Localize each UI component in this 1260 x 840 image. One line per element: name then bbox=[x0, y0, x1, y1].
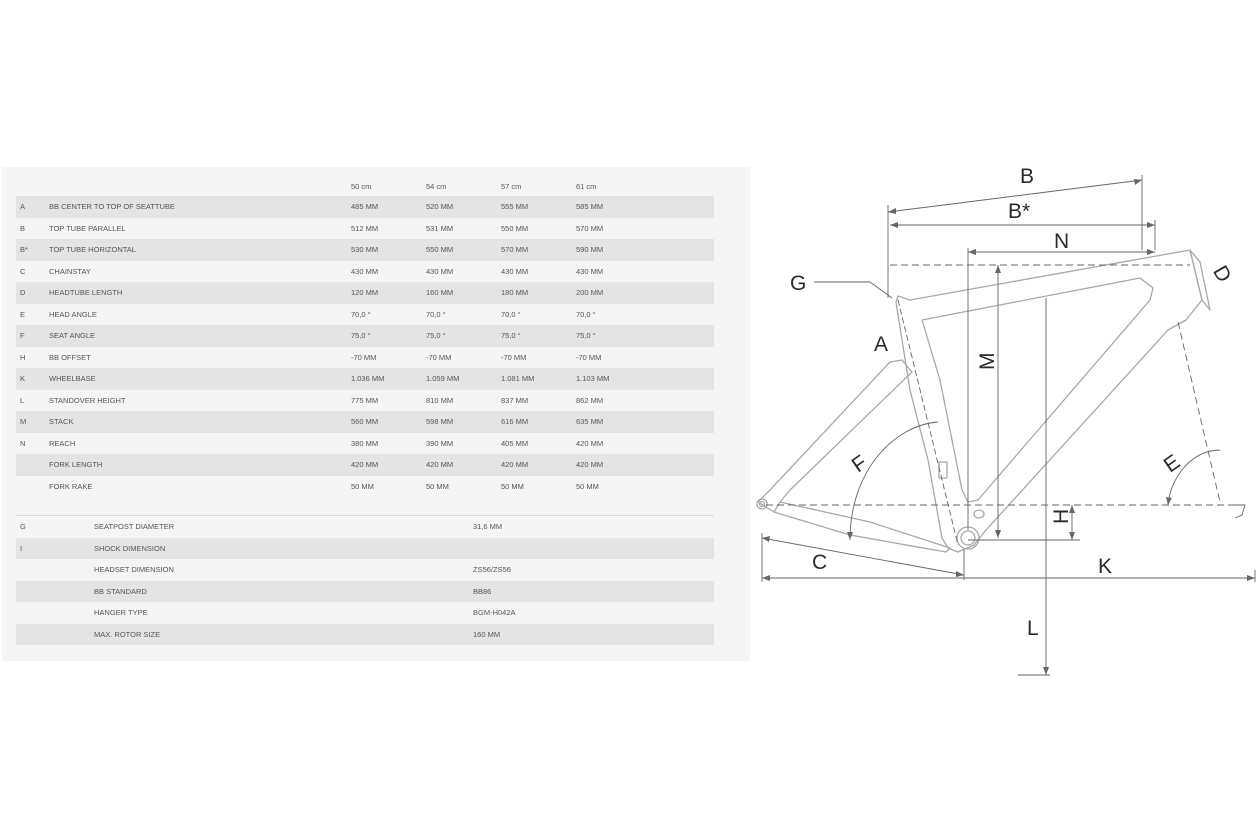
table-row bbox=[16, 196, 714, 218]
row-value: 590 MM bbox=[576, 245, 604, 254]
spec-code: G bbox=[20, 522, 26, 531]
table-row bbox=[16, 368, 714, 390]
label-g: G bbox=[790, 272, 807, 295]
row-name: STANDOVER HEIGHT bbox=[49, 395, 126, 405]
spec-value: 31,6 MM bbox=[473, 522, 503, 531]
row-code: D bbox=[20, 288, 26, 297]
table-row bbox=[16, 304, 714, 326]
row-value: 430 MM bbox=[426, 266, 454, 276]
spec-name: SHOCK DIMENSION bbox=[94, 543, 166, 553]
table-row bbox=[16, 239, 714, 261]
spec-name: BB STANDARD bbox=[94, 586, 147, 596]
spec-name: SEATPOST DIAMETER bbox=[94, 522, 175, 531]
table-header-row bbox=[16, 177, 714, 196]
row-name: REACH bbox=[49, 438, 76, 448]
row-value: 75,0 ° bbox=[426, 331, 446, 340]
row-code: K bbox=[20, 374, 26, 383]
label-l: L bbox=[1027, 617, 1039, 640]
row-value: 200 MM bbox=[576, 288, 604, 297]
row-code: C bbox=[20, 266, 26, 276]
row-value: 530 MM bbox=[351, 245, 379, 254]
row-name: TOP TUBE PARALLEL bbox=[49, 223, 126, 233]
row-value: 160 MM bbox=[426, 288, 454, 297]
row-name: CHAINSTAY bbox=[49, 266, 91, 276]
row-value: 550 MM bbox=[426, 245, 454, 254]
row-value: 775 MM bbox=[351, 395, 379, 405]
specs-table bbox=[16, 515, 714, 645]
label-m: M bbox=[976, 352, 999, 370]
size-header: 54 cm bbox=[426, 182, 447, 191]
label-b: B bbox=[1020, 165, 1035, 188]
row-value: 585 MM bbox=[576, 202, 604, 211]
row-value: 75,0 ° bbox=[501, 331, 521, 340]
spec-row bbox=[16, 559, 714, 581]
row-value: 50 MM bbox=[576, 481, 599, 491]
row-code: A bbox=[20, 202, 26, 211]
frame-geometry-diagram bbox=[750, 150, 1260, 690]
row-value: 70,0 ° bbox=[576, 309, 596, 319]
row-value: 1.036 MM bbox=[351, 374, 385, 383]
row-name: HEAD ANGLE bbox=[49, 309, 97, 319]
label-c: C bbox=[812, 551, 828, 574]
row-value: 70,0 ° bbox=[426, 309, 446, 319]
label-f: F bbox=[847, 451, 872, 478]
row-value: 555 MM bbox=[501, 202, 529, 211]
row-value: 390 MM bbox=[426, 438, 454, 448]
row-value: -70 MM bbox=[351, 352, 377, 362]
row-value: 180 MM bbox=[501, 288, 529, 297]
row-value: 75,0 ° bbox=[351, 331, 371, 340]
row-value: 70,0 ° bbox=[501, 309, 521, 319]
row-code: E bbox=[20, 309, 26, 319]
row-name: SEAT ANGLE bbox=[49, 331, 95, 340]
row-value: -70 MM bbox=[501, 352, 527, 362]
table-row bbox=[16, 347, 714, 369]
row-code: F bbox=[20, 331, 25, 340]
table-row bbox=[16, 454, 714, 476]
row-code: B* bbox=[20, 245, 28, 254]
row-name: WHEELBASE bbox=[49, 374, 96, 383]
row-value: 598 MM bbox=[426, 417, 454, 426]
row-name: FORK RAKE bbox=[49, 481, 93, 491]
dimension-lines bbox=[762, 175, 1255, 675]
spec-name: HANGER TYPE bbox=[94, 608, 148, 617]
geometry-table bbox=[16, 177, 714, 497]
dimension-arrowheads bbox=[762, 179, 1255, 675]
row-value: 635 MM bbox=[576, 417, 604, 426]
row-value: 512 MM bbox=[351, 223, 379, 233]
table-row bbox=[16, 411, 714, 433]
size-header: 57 cm bbox=[501, 182, 522, 191]
table-row bbox=[16, 282, 714, 304]
label-k: K bbox=[1098, 555, 1113, 578]
row-value: 50 MM bbox=[426, 481, 449, 491]
row-value: 550 MM bbox=[501, 223, 529, 233]
row-name: HEADTUBE LENGTH bbox=[49, 288, 123, 297]
size-header: 61 cm bbox=[576, 182, 597, 191]
row-code: M bbox=[20, 417, 27, 426]
label-e: E bbox=[1159, 450, 1185, 478]
row-value: 420 MM bbox=[426, 460, 454, 469]
row-name: TOP TUBE HORIZONTAL bbox=[49, 245, 136, 254]
spec-row bbox=[16, 602, 714, 624]
row-value: -70 MM bbox=[576, 352, 602, 362]
row-name: BB OFFSET bbox=[49, 352, 91, 362]
row-value: 120 MM bbox=[351, 288, 379, 297]
row-value: 616 MM bbox=[501, 417, 529, 426]
row-value: 420 MM bbox=[351, 460, 379, 469]
row-value: 420 MM bbox=[576, 460, 604, 469]
row-value: 810 MM bbox=[426, 395, 454, 405]
row-code: N bbox=[20, 438, 26, 448]
row-code: L bbox=[20, 395, 25, 405]
spec-row bbox=[16, 516, 714, 538]
table-row bbox=[16, 476, 714, 498]
table-row bbox=[16, 261, 714, 283]
table-row bbox=[16, 325, 714, 347]
spec-value: 160 MM bbox=[473, 629, 501, 639]
spec-row bbox=[16, 624, 714, 646]
label-a: A bbox=[874, 333, 889, 356]
row-value: 430 MM bbox=[351, 266, 379, 276]
row-value: 560 MM bbox=[351, 417, 379, 426]
row-value: -70 MM bbox=[426, 352, 452, 362]
row-value: 862 MM bbox=[576, 395, 604, 405]
label-d: D bbox=[1208, 261, 1236, 287]
row-value: 420 MM bbox=[576, 438, 604, 448]
row-value: 1.103 MM bbox=[576, 374, 610, 383]
row-code: B bbox=[20, 223, 26, 233]
dimension-labels bbox=[790, 165, 1236, 640]
row-value: 570 MM bbox=[501, 245, 529, 254]
spec-value: BB86 bbox=[473, 586, 492, 596]
spec-row bbox=[16, 538, 714, 560]
table-row bbox=[16, 390, 714, 412]
row-name: STACK bbox=[49, 417, 74, 426]
row-name: BB CENTER TO TOP OF SEATTUBE bbox=[49, 202, 175, 211]
size-header: 50 cm bbox=[351, 182, 372, 191]
row-value: 430 MM bbox=[501, 266, 529, 276]
row-value: 520 MM bbox=[426, 202, 454, 211]
spec-value: ZS56/ZS56 bbox=[473, 565, 511, 574]
spec-value: BGM-H042A bbox=[473, 608, 516, 617]
row-value: 380 MM bbox=[351, 438, 379, 448]
row-value: 570 MM bbox=[576, 223, 604, 233]
table-row bbox=[16, 433, 714, 455]
spec-row bbox=[16, 581, 714, 603]
row-code: H bbox=[20, 352, 26, 362]
frame-outline bbox=[757, 250, 1210, 552]
label-n: N bbox=[1054, 230, 1070, 253]
spec-code: I bbox=[20, 543, 23, 553]
spec-name: MAX. ROTOR SIZE bbox=[94, 629, 161, 639]
row-value: 485 MM bbox=[351, 202, 379, 211]
geometry-panel bbox=[2, 167, 750, 661]
label-h: H bbox=[1050, 508, 1073, 524]
row-value: 430 MM bbox=[576, 266, 604, 276]
row-value: 837 MM bbox=[501, 395, 529, 405]
spec-name: HEADSET DIMENSION bbox=[94, 565, 174, 574]
row-value: 405 MM bbox=[501, 438, 529, 448]
row-value: 531 MM bbox=[426, 223, 454, 233]
row-value: 50 MM bbox=[501, 481, 524, 491]
row-name: FORK LENGTH bbox=[49, 460, 103, 469]
row-value: 1.059 MM bbox=[426, 374, 460, 383]
table-row bbox=[16, 218, 714, 240]
row-value: 75,0 ° bbox=[576, 331, 596, 340]
row-value: 50 MM bbox=[351, 481, 374, 491]
row-value: 420 MM bbox=[501, 460, 529, 469]
label-b-star: B* bbox=[1008, 200, 1031, 223]
row-value: 1.081 MM bbox=[501, 374, 535, 383]
row-value: 70,0 ° bbox=[351, 309, 371, 319]
